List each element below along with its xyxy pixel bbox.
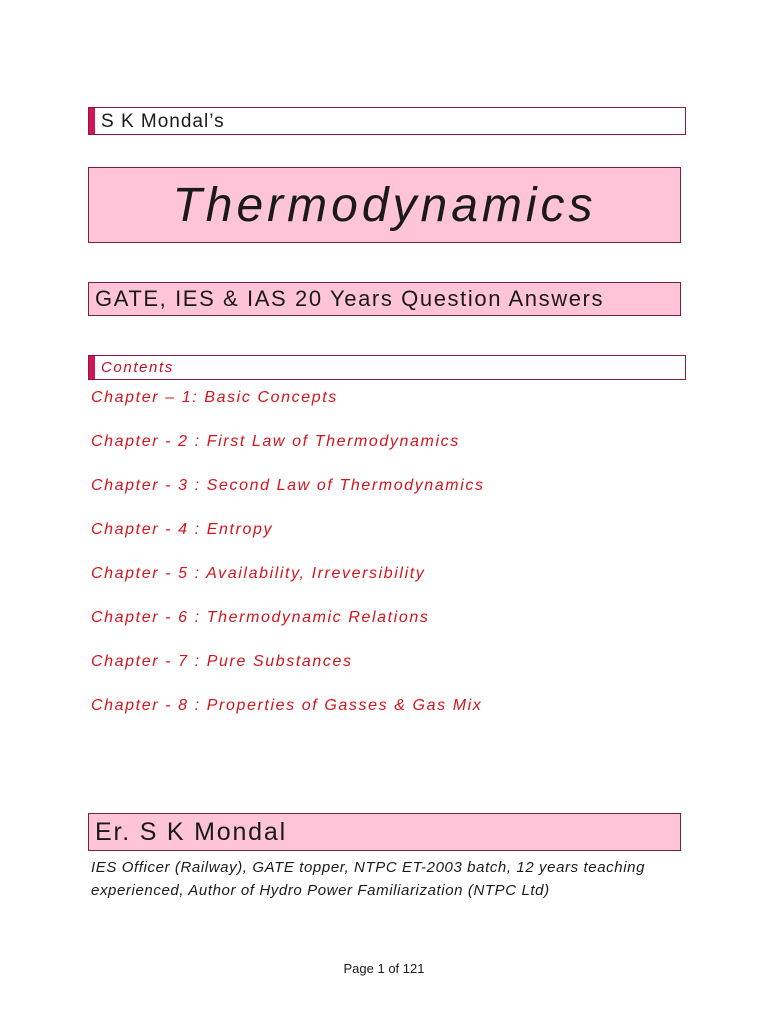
accent-bar: [89, 108, 95, 134]
author-bio-line-2: experienced, Author of Hydro Power Familiarization (NTPC Ltd): [91, 882, 550, 899]
chapter-link-1[interactable]: Chapter – 1: Basic Concepts: [91, 389, 338, 406]
author-bio-line-1: IES Officer (Railway), GATE topper, NTPC ET-2003 batch, 12 years teaching: [91, 859, 646, 876]
author-header-box: [88, 107, 686, 135]
chapter-link-3[interactable]: Chapter - 3 : Second Law of Thermodynamics: [91, 477, 485, 494]
title-box: [88, 167, 681, 243]
contents-heading: Contents: [101, 359, 174, 376]
contents-heading-box: [88, 355, 686, 380]
chapter-link-7[interactable]: Chapter - 7 : Pure Substances: [91, 653, 353, 670]
chapter-link-8[interactable]: Chapter - 8 : Properties of Gasses & Gas Mix: [91, 697, 483, 714]
author-name: Er. S K Mondal: [95, 818, 287, 846]
chapter-link-6[interactable]: Chapter - 6 : Thermodynamic Relations: [91, 609, 430, 626]
document-title: Thermodynamics: [172, 179, 597, 232]
page-number: Page 1 of 121: [343, 961, 425, 976]
author-header-text: S K Mondal’s: [101, 111, 225, 132]
author-name-box: [88, 813, 681, 851]
subtitle-box: [88, 282, 681, 316]
document-subtitle: GATE, IES & IAS 20 Years Question Answers: [95, 286, 605, 311]
accent-bar: [89, 356, 95, 379]
chapter-link-4[interactable]: Chapter - 4 : Entropy: [91, 521, 274, 538]
chapter-link-2[interactable]: Chapter - 2 : First Law of Thermodynamics: [91, 433, 460, 450]
chapter-link-5[interactable]: Chapter - 5 : Availability, Irreversibility: [91, 565, 426, 582]
